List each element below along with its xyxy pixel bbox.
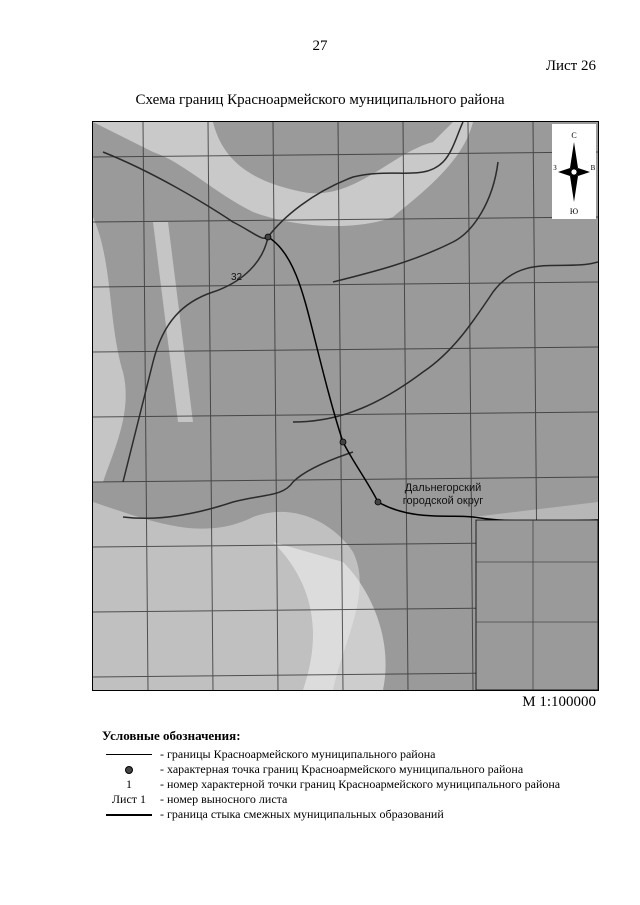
legend-row-point-number: [102, 777, 622, 792]
district-label-line2: городской округ: [402, 495, 484, 507]
junction-line-symbol: [106, 814, 152, 816]
sheet-label: Лист 26: [545, 58, 596, 74]
compass-icon: [552, 124, 596, 219]
compass-rose: [552, 124, 596, 219]
legend-text: - номер выносного листа: [160, 792, 288, 806]
point-number-symbol: 1: [126, 777, 132, 791]
point-number-label: 32: [231, 272, 243, 283]
point-dot-icon: [125, 766, 133, 774]
compass-west: З: [553, 164, 557, 172]
compass-east: В: [590, 164, 596, 172]
legend-text: - граница стыка смежных муниципальных образований: [160, 807, 444, 821]
legend-text: - номер характерной точки границ Красноармейского муниципального района: [160, 777, 561, 791]
legend-row-point: [102, 762, 622, 777]
map[interactable]: [92, 121, 599, 691]
compass-south: Ю: [569, 207, 579, 216]
legend-row-sheet: [102, 792, 622, 807]
page-number: 27: [312, 38, 328, 54]
district-label: [388, 482, 498, 508]
map-scale: М 1:100000: [522, 694, 596, 710]
compass-north: С: [571, 131, 577, 140]
sheet-number-symbol: Лист 1: [111, 792, 147, 806]
adjacent-sheet-inset: [476, 520, 598, 690]
legend-row-junction: [102, 807, 622, 822]
legend-text: - характерная точка границ Красноармейского муниципального района: [160, 762, 524, 776]
district-label-line1: Дальнегорский: [404, 482, 482, 494]
page-title: Схема границ Красноармейского муниципального района: [135, 92, 505, 108]
map-drawing: [93, 122, 598, 690]
legend: [102, 728, 622, 822]
legend-title: Условные обозначения:: [102, 728, 241, 743]
legend-row-boundary: [102, 747, 622, 762]
legend-text: - границы Красноармейского муниципального района: [160, 747, 436, 761]
boundary-line-symbol: [106, 754, 152, 755]
